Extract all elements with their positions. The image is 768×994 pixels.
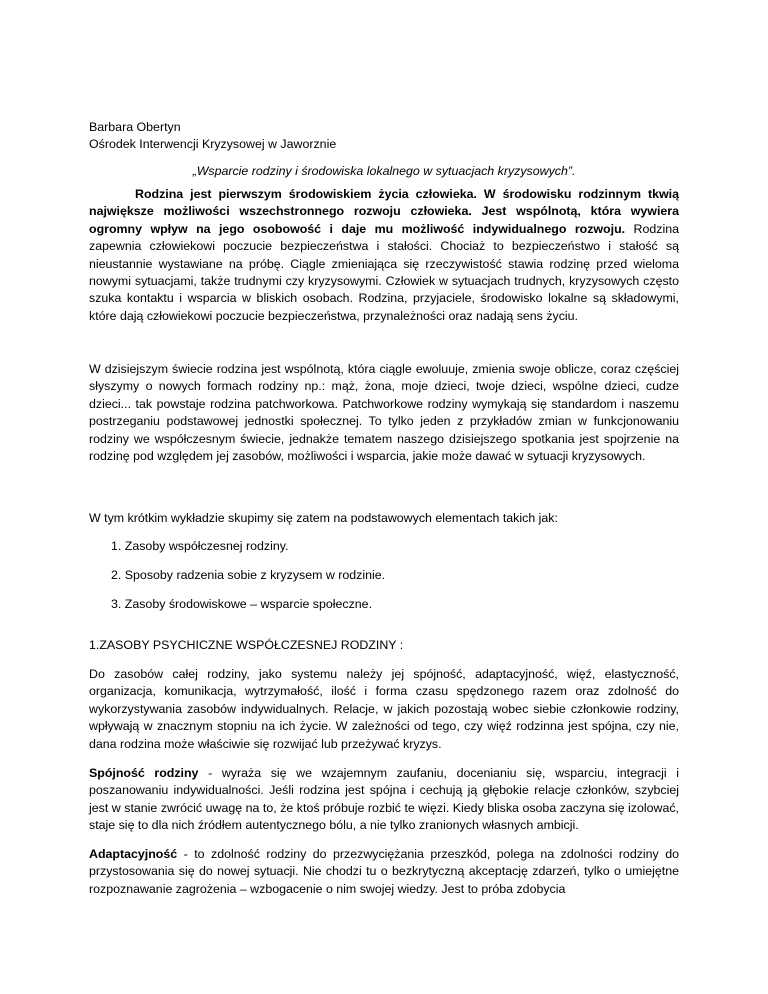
paragraph-6-text: - to zdolność rodziny do przezwyciężania przeszkód, polega na zdolności rodziny do przystosowania się do nowej sytuacji. Nie chodzi tu o bezkrytyczną akceptację zdarzeń, tylko o umiejętne rozpoznawanie zagrożenia – wzbogacenie o nim swojej wiedzy. Jest to próba zdobycia (89, 847, 679, 896)
paragraph-2: W dzisiejszym świecie rodzina jest wspólnotą, która ciągle ewoluuje, zmienia swoje oblicze, coraz częściej słyszymy o nowych formach rodziny np.: mąż, żona, moje dzieci, twoje dzieci, wspólne dzieci, cudze dzieci... tak powstaje rodzina patchworkowa. Patchworkowe rodziny wymykają się standardom i naszemu postrzeganiu podstawowej jednostki społecznej. To tylko jeden z przykładów zmian w funkcjonowaniu rodziny we współczesnym świecie, jednakże tematem naszego dzisiejszego spotkania jest spojrzenie na rodzinę pod względem jej zasobów, możliwości i wsparcia, jakie może dawać w sytuacji kryzysowych. (89, 362, 679, 464)
term-spojnosc: Spójność rodziny (89, 766, 199, 780)
paragraph-6 (89, 846, 679, 898)
author-organization: Ośrodek Interwencji Kryzysowej w Jaworznie (89, 137, 337, 152)
list-item: 2. Sposoby radzenia sobie z kryzysem w rodzinie. (111, 568, 386, 582)
intro-paragraph (89, 186, 679, 325)
intro-bold-text: Rodzina jest pierwszym środowiskiem życia człowieka. W środowisku rodzinnym tkwią największe możliwości wszechstronnego rozwoju człowieka. Jest wspólnotą, która wywiera ogromny wpływ na jego osobowość i daje mu możliwość indywidualnego rozwoju. (89, 187, 679, 236)
paragraph-3: W tym krótkim wykładzie skupimy się zatem na podstawowych elementach takich jak: (89, 511, 558, 525)
author-name: Barbara Obertyn (89, 120, 181, 134)
intro-text: Rodzina zapewnia człowiekowi poczucie bezpieczeństwa i stałości. Chociaż to bezpieczeństwo i stałość są nieustannie wystawiane na próbę. Ciągle zmieniająca się rzeczywistość stawia rodzinę przed wieloma nowymi sytuacjami, także trudnymi czy kryzysowymi. Człowiek w sytuacjach trudnych, kryzysowych często szuka kontaktu i wsparcia w bliskich osobach. Rodzina, przyjaciele, środowisko lokalne są składowymi, które dają człowiekowi poczucie bezpieczeństwa, przynależności oraz nadają sens życiu. (89, 221, 680, 323)
paragraph-4: Do zasobów całej rodziny, jako systemu należy jej spójność, adaptacyjność, więź, elastyczność, organizacja, komunikacja, wytrzymałość, ilość i forma czasu spędzonego razem oraz zdolność do wykorzystywania zasobów indywidualnych. Relacje, w jakich pozostają wobec siebie członkowie rodziny, wpływają w znacznym stopniu na ich życie. W zależności od tego, czy więź rodzinna jest spójna, czy nie, dana rodzina może właściwie się rozwijać lub przeżywać kryzys. (89, 667, 679, 751)
author-block (89, 119, 336, 154)
paragraph-5-text: - wyraża się we wzajemnym zaufaniu, docenianiu się, wsparciu, integracji i poszanowaniu indywidualności. Jeśli rodzina jest spójna i cechują ją głębokie relacje członków, szybciej jest w stanie zwrócić uwagę na to, że ktoś próbuje rozbić te więzi. Kiedy bliska osoba zaczyna się izolować, staje się to dla nich źródłem autentycznego bólu, a nie tylko zranionych własnych ambicji. (89, 766, 679, 833)
paragraph-5 (89, 765, 679, 835)
list-item: 3. Zasoby środowiskowe – wsparcie społeczne. (111, 597, 373, 611)
list-item: 1. Zasoby współczesnej rodziny. (111, 539, 289, 553)
document-title: „Wsparcie rodziny i środowiska lokalnego w sytuacjach kryzysowych”. (192, 164, 576, 178)
section-heading: 1.ZASOBY PSYCHICZNE WSPÓŁCZESNEJ RODZINY : (89, 638, 404, 652)
term-adaptacyjnosc: Adaptacyjność (89, 847, 178, 861)
